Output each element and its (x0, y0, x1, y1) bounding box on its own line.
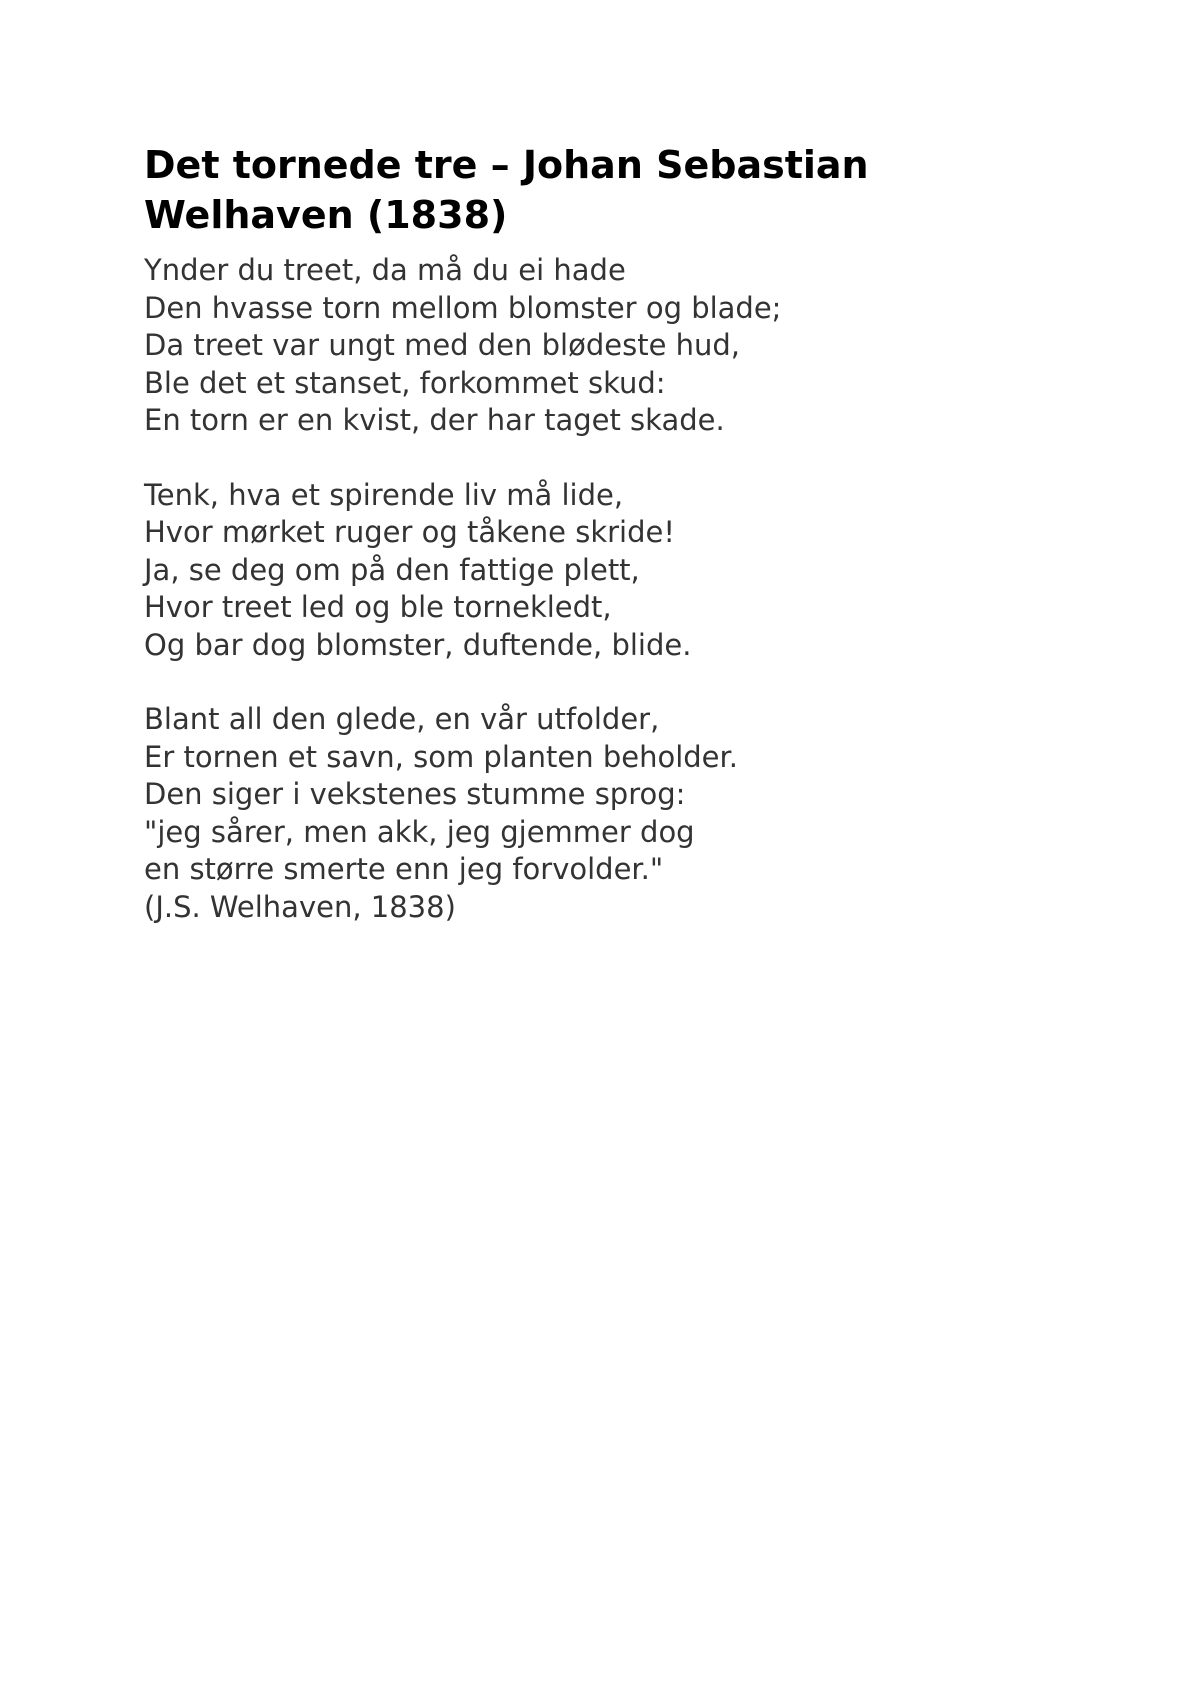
poem-line: Hvor treet led og ble tornekledt, (144, 590, 612, 624)
poem-line: Og bar dog blomster, duftende, blide. (144, 627, 692, 662)
document-body (144, 140, 1064, 926)
poem-line: Hvor mørket ruger og tåkene skride! (144, 515, 675, 549)
poem-line: Ynder du treet, da må du ei hade (144, 253, 626, 287)
stanza-1 (144, 252, 1064, 440)
poem-line: Blant all den glede, en vår utfolder, (144, 702, 660, 736)
poem-line: Ble det et stanset, forkommet skud: (144, 365, 666, 400)
poem-line: Den hvasse torn mellom blomster og blade; (144, 290, 782, 325)
poem-line: Tenk, hva et spirende liv må lide, (144, 477, 624, 512)
poem-line: Da treet var ungt med den blødeste hud, (144, 328, 741, 362)
poem-line: En torn er en kvist, der har taget skade. (144, 403, 725, 437)
poem-line: Den siger i vekstenes stumme sprog: (144, 777, 686, 811)
stanza-2 (144, 477, 1064, 665)
poem-line: Ja, se deg om på den fattige plett, (144, 552, 640, 587)
stanza-3 (144, 701, 1064, 926)
poem-line: "jeg sårer, men akk, jeg gjemmer dog (144, 814, 695, 849)
document-title: Det tornede tre – Johan Sebastian Welhaven (1838) (144, 143, 869, 237)
poem-line: Er tornen et savn, som planten beholder. (144, 739, 739, 774)
poem-attribution: (J.S. Welhaven, 1838) (144, 889, 456, 924)
poem-line: en større smerte enn jeg forvolder." (144, 852, 664, 886)
